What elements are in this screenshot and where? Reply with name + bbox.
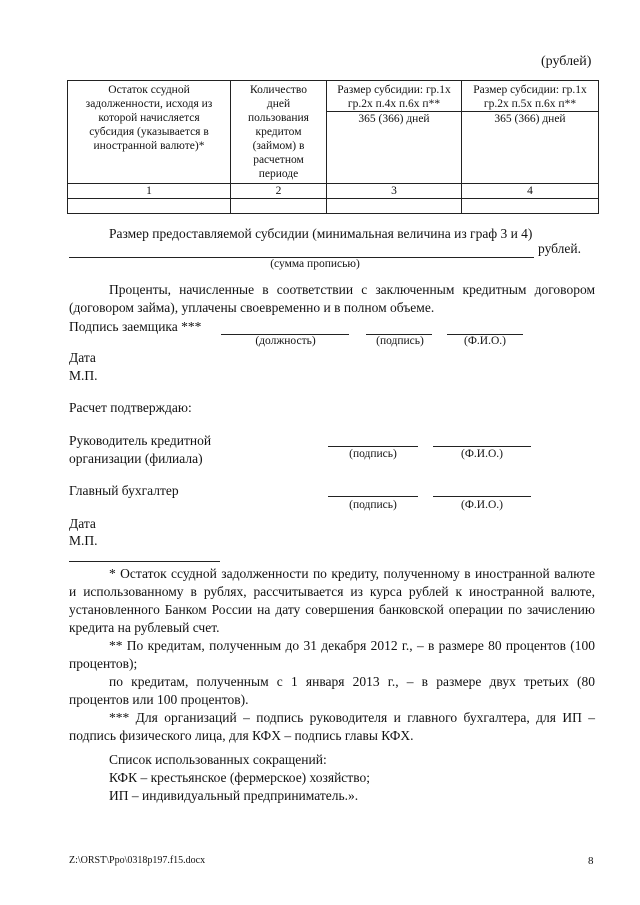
footnote-2b: по кредитам, полученным с 1 января 2013 г., – в размере двух третьих (80 процентов или 100 процентов). — [69, 674, 595, 707]
head-name-caption: (Ф.И.О.) — [461, 448, 503, 460]
signature-caption: (подпись) — [376, 335, 424, 347]
borrower-signature-label: Подпись заемщика *** — [69, 319, 202, 334]
table-cell: 4 — [462, 184, 599, 199]
subsidy-amount-line: Размер предоставляемой субсидии (минимальная величина из граф 3 и 4) — [109, 226, 533, 241]
table-header-cell: Остаток ссудной задолженности, исходя из которой начисляется субсидия (указывается в иностранной валюте)* — [68, 81, 231, 184]
confirm-label: Расчет подтверждаю: — [69, 400, 192, 415]
footnote-2a: ** По кредитам, полученным до 31 декабря 2012 г., – в размере 80 процентов (100 процентов); — [69, 638, 595, 671]
position-caption: (должность) — [255, 335, 316, 347]
head-name-line — [433, 446, 531, 447]
table-cell: 3 — [327, 184, 462, 199]
interest-paragraph: Проценты, начисленные в соответствии с заключенным кредитным договором (договором займа), уплачены своевременно и в полном объеме. — [69, 282, 595, 315]
abbreviations-title: Список использованных сокращений: — [109, 752, 327, 767]
table-header-cell: Размер субсидии: гр.1х гр.2х п.5х п.6х п** 365 (366) дней — [462, 81, 599, 184]
head-signature-line — [328, 446, 418, 447]
date-label-2: Дата — [69, 516, 96, 531]
rubles-suffix: рублей. — [538, 241, 582, 256]
accountant-signature-caption: (подпись) — [349, 499, 397, 511]
sum-caption: (сумма прописью) — [270, 258, 360, 270]
subsidy-table — [67, 80, 599, 214]
table-cell: 1 — [68, 184, 231, 199]
table-cell — [462, 199, 599, 214]
file-path: Z:\ORST\Ppo\0318p197.f15.docx — [69, 855, 206, 866]
stamp-label: М.П. — [69, 368, 98, 383]
abbreviation-item: КФК – крестьянское (фермерское) хозяйство; — [109, 770, 370, 785]
table-header-cell: Размер субсидии: гр.1х гр.2х п.4х п.6х п** 365 (366) дней — [327, 81, 462, 184]
accountant-signature-line — [328, 496, 418, 497]
accountant-label: Главный бухгалтер — [69, 483, 179, 498]
table-cell — [327, 199, 462, 214]
name-caption: (Ф.И.О.) — [464, 335, 506, 347]
footnote-separator — [69, 561, 220, 562]
footnote-1: * Остаток ссудной задолженности по кредиту, полученному в иностранной валюте и использованному в рублях, рассчитывается из курса рублей к иностранной валюте, установленного Банком России на дату совершения банковской операции по зачислению кредита на рублевый счет. — [69, 566, 595, 635]
accountant-name-line — [433, 496, 531, 497]
table-cell — [231, 199, 327, 214]
stamp-label-2: М.П. — [69, 533, 98, 548]
abbreviation-item: ИП – индивидуальный предприниматель.». — [109, 788, 359, 803]
accountant-name-caption: (Ф.И.О.) — [461, 499, 503, 511]
table-row — [68, 199, 599, 214]
table-number-row — [68, 184, 599, 199]
head-label: Руководитель кредитной — [69, 433, 212, 448]
head-signature-caption: (подпись) — [349, 448, 397, 460]
head-label-2: организации (филиала) — [69, 451, 203, 466]
table-header-row — [68, 81, 599, 184]
date-label: Дата — [69, 350, 96, 365]
table-header-cell: Количество дней пользования кредитом (займом) в расчетном периоде — [231, 81, 327, 184]
page-number: 8 — [588, 855, 594, 867]
table-cell: 2 — [231, 184, 327, 199]
unit-label: (рублей) — [541, 54, 592, 69]
table-cell — [68, 199, 231, 214]
footnote-3: *** Для организаций – подпись руководителя и главного бухгалтера, для ИП – подпись физического лица, для КФХ – подпись главы КФХ. — [69, 710, 595, 743]
